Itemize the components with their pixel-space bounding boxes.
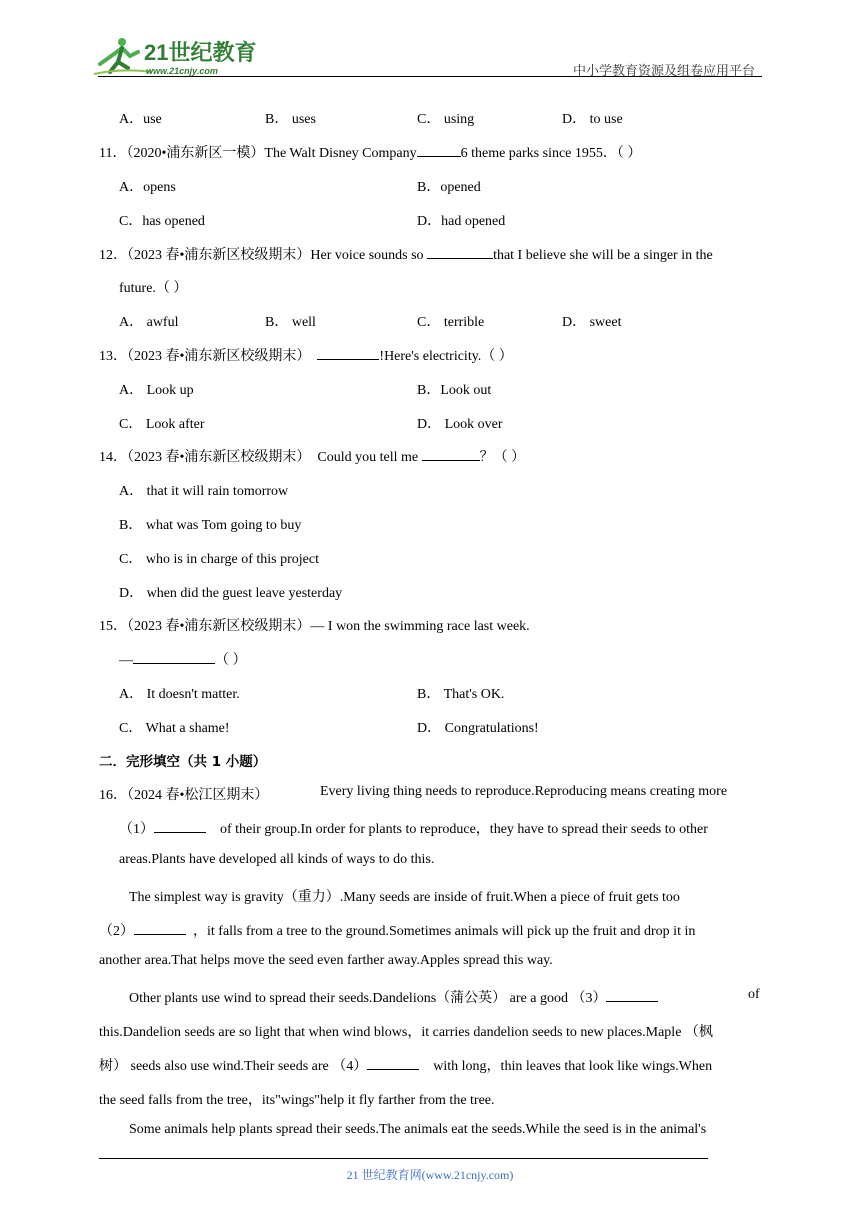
q16-p2-line3: another area.That helps move the seed even farther away.Apples spread this way. xyxy=(99,953,553,968)
q14-stem: 14．（2023 春•浦东新区校级期末） Could you tell me ？（ ） xyxy=(99,450,526,465)
question-number: 12． xyxy=(99,248,127,263)
answer-blank[interactable] xyxy=(417,156,461,157)
q10-option-b[interactable]: B． uses xyxy=(265,112,316,127)
header-divider xyxy=(98,76,762,77)
section-title: 二．完形填空（共 1 小题） xyxy=(99,754,267,770)
question-number: 15． xyxy=(99,619,127,634)
q14-option-a[interactable]: A． that it will rain tomorrow xyxy=(119,484,289,499)
question-source: （2023 春•浦东新区校级期末） xyxy=(127,450,311,465)
q12-option-c[interactable]: C． terrible xyxy=(417,315,485,330)
q12-option-b[interactable]: B． well xyxy=(265,315,316,330)
q12-stem: 12．（2023 春•浦东新区校级期末）Her voice sounds so that I believe she will be a singer in the xyxy=(99,248,713,263)
site-logo xyxy=(92,34,262,78)
q10-option-d[interactable]: D． to use xyxy=(562,112,623,127)
q16-stem xyxy=(99,784,268,804)
footer-divider xyxy=(99,1158,708,1159)
q16-p4-line1: Some animals help plants spread their seeds.The animals eat the seeds.While the seed is in the animal's xyxy=(129,1122,707,1137)
cloze-blank-3[interactable] xyxy=(606,1001,658,1002)
question-source: （2023 春•浦东新区校级期末） xyxy=(127,248,311,263)
q15-reply: — （ ） xyxy=(119,653,247,668)
q11-option-a[interactable]: A．opens xyxy=(119,180,176,195)
q11-stem: 11．（2020•浦东新区一模）The Walt Disney Company 6 theme parks since 1955．（ ） xyxy=(99,146,642,161)
q11-option-b[interactable]: B．opened xyxy=(417,180,481,195)
q16-p3-line3: 树） seeds also use wind.Their seeds are （4） with long，thin leaves that look like wings.When xyxy=(99,1059,713,1074)
q15-option-d[interactable]: D． Congratulations! xyxy=(417,721,539,736)
q13-option-c[interactable]: C． Look after xyxy=(119,417,205,432)
q16-p2-line2: （2） ，it falls from a tree to the ground.Sometimes animals will pick up the fruit and drop it in xyxy=(99,924,696,939)
q14-option-d[interactable]: D． when did the guest leave yesterday xyxy=(119,586,343,601)
cloze-blank-1[interactable] xyxy=(154,832,206,833)
question-source: （2020•浦东新区一模） xyxy=(126,146,265,161)
q12-option-a[interactable]: A． awful xyxy=(119,315,179,330)
q11-option-d[interactable]: D．had opened xyxy=(417,214,506,229)
q15-option-b[interactable]: B． That's OK. xyxy=(417,687,505,702)
q14-option-b[interactable]: B． what was Tom going to buy xyxy=(119,518,302,533)
q12-option-d[interactable]: D． sweet xyxy=(562,315,622,330)
q16-p1-line3: areas.Plants have developed all kinds of ways to do this. xyxy=(119,852,435,867)
question-source: （2023 春•浦东新区校级期末） xyxy=(127,349,311,364)
question-number: 16． xyxy=(99,788,127,803)
question-number: 11． xyxy=(99,146,127,161)
answer-blank[interactable] xyxy=(133,663,215,664)
q15-option-a[interactable]: A． It doesn't matter. xyxy=(119,687,240,702)
q10-option-c[interactable]: C． using xyxy=(417,112,475,127)
q16-p2-line1: The simplest way is gravity（重力）.Many seeds are inside of fruit.When a piece of fruit gets too xyxy=(129,890,680,905)
q11-option-c[interactable]: C．has opened xyxy=(119,214,205,229)
q16-p3-line1-end: of xyxy=(748,987,760,1002)
q13-option-a[interactable]: A． Look up xyxy=(119,383,194,398)
q15-stem: 15．（2023 春•浦东新区校级期末）— I won the swimming race last week. xyxy=(99,619,530,634)
question-number: 14． xyxy=(99,450,127,465)
q14-option-c[interactable]: C． who is in charge of this project xyxy=(119,552,319,567)
svg-text:21世纪教育: 21世纪教育 xyxy=(144,40,257,65)
q16-p3-line2: this.Dandelion seeds are so light that when wind blows，it carries dandelion seeds to new places.Maple （枫 xyxy=(99,1025,713,1040)
q15-option-c[interactable]: C． What a shame! xyxy=(119,721,230,736)
question-source: （2024 春•松江区期末） xyxy=(127,788,269,803)
svg-text:www.21cnjy.com: www.21cnjy.com xyxy=(146,66,218,76)
q13-stem: 13．（2023 春•浦东新区校级期末） !Here's electricity.（ ） xyxy=(99,349,513,364)
q16-p3-line1: Other plants use wind to spread their seeds.Dandelions（蒲公英） are a good （3） xyxy=(129,987,658,1007)
q13-option-b[interactable]: B．Look out xyxy=(417,383,492,398)
q12-stem-line2: future.（ ） xyxy=(119,281,188,296)
answer-blank[interactable] xyxy=(422,460,480,461)
q10-option-a[interactable]: A．use xyxy=(119,112,162,127)
answer-blank[interactable] xyxy=(317,359,379,360)
q16-p3-line4: the seed falls from the tree，its"wings"help it fly farther from the tree. xyxy=(99,1093,495,1108)
answer-blank[interactable] xyxy=(427,258,493,259)
cloze-blank-4[interactable] xyxy=(367,1069,419,1070)
question-number: 13． xyxy=(99,349,127,364)
cloze-blank-2[interactable] xyxy=(134,934,186,935)
q16-p1-line1: Every living thing needs to reproduce.Reproducing means creating more xyxy=(320,784,728,799)
footer-text: 21 世纪教育网(www.21cnjy.com) xyxy=(346,1168,514,1182)
q13-option-d[interactable]: D． Look over xyxy=(417,417,503,432)
q16-p1-line2: （1） of their group.In order for plants to reproduce，they have to spread their seeds to other xyxy=(119,822,708,837)
question-source: （2023 春•浦东新区校级期末） xyxy=(127,619,311,634)
platform-name: 中小学教育资源及组卷应用平台 xyxy=(572,63,755,78)
